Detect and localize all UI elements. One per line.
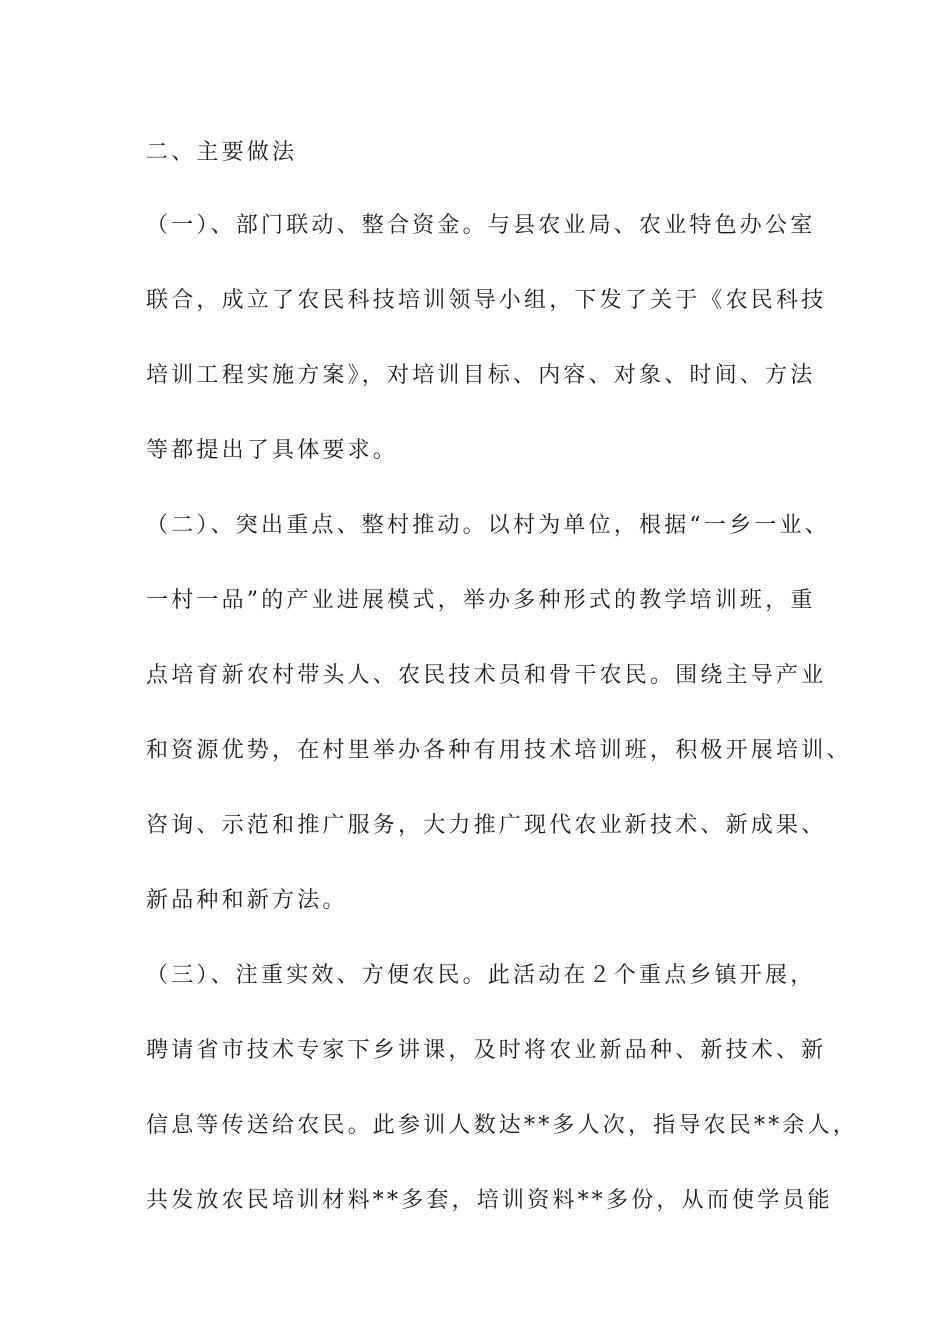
paragraph-1-line-1: （一）、部门联动、整合资金。与县农业局、农业特色办公室: [146, 213, 816, 238]
paragraph-2-line-5: 咨询、示范和推广服务，大力推广现代农业新技术、新成果、: [146, 813, 827, 838]
paragraph-3-line-4: 共发放农民培训材料**多套，培训资料**多份，从而使学员能: [146, 1188, 833, 1213]
paragraph-2-line-1: （二）、突出重点、整村推动。以村为单位，根据“一乡一业、: [146, 513, 830, 538]
paragraph-1-line-3: 培训工程实施方案》，对培训目标、内容、对象、时间、方法: [146, 363, 816, 388]
paragraph-3-line-1: （三）、注重实效、方便农民。此活动在２个重点乡镇开展，: [146, 963, 816, 988]
paragraph-2-line-3: 点培育新农村带头人、农民技术员和骨干农民。围绕主导产业: [146, 663, 827, 688]
paragraph-3-line-3: 信息等传送给农民。此参训人数达**多人次，指导农民**余人，: [146, 1113, 859, 1138]
section-heading: 二、主要做法: [146, 140, 298, 165]
paragraph-2-line-2: 一村一品”的产业进展模式，举办多种形式的教学培训班，重: [146, 588, 816, 613]
paragraph-1-line-4: 等都提出了具体要求。: [146, 438, 399, 463]
paragraph-3-line-2: 聘请省市技术专家下乡讲课，及时将农业新品种、新技术、新: [146, 1038, 827, 1063]
paragraph-1-line-2: 联合，成立了农民科技培训领导小组，下发了关于《农民科技: [146, 288, 827, 313]
paragraph-2-line-4: 和资源优势，在村里举办各种有用技术培训班，积极开展培训、: [146, 738, 852, 763]
paragraph-2-line-6: 新品种和新方法。: [146, 888, 348, 913]
